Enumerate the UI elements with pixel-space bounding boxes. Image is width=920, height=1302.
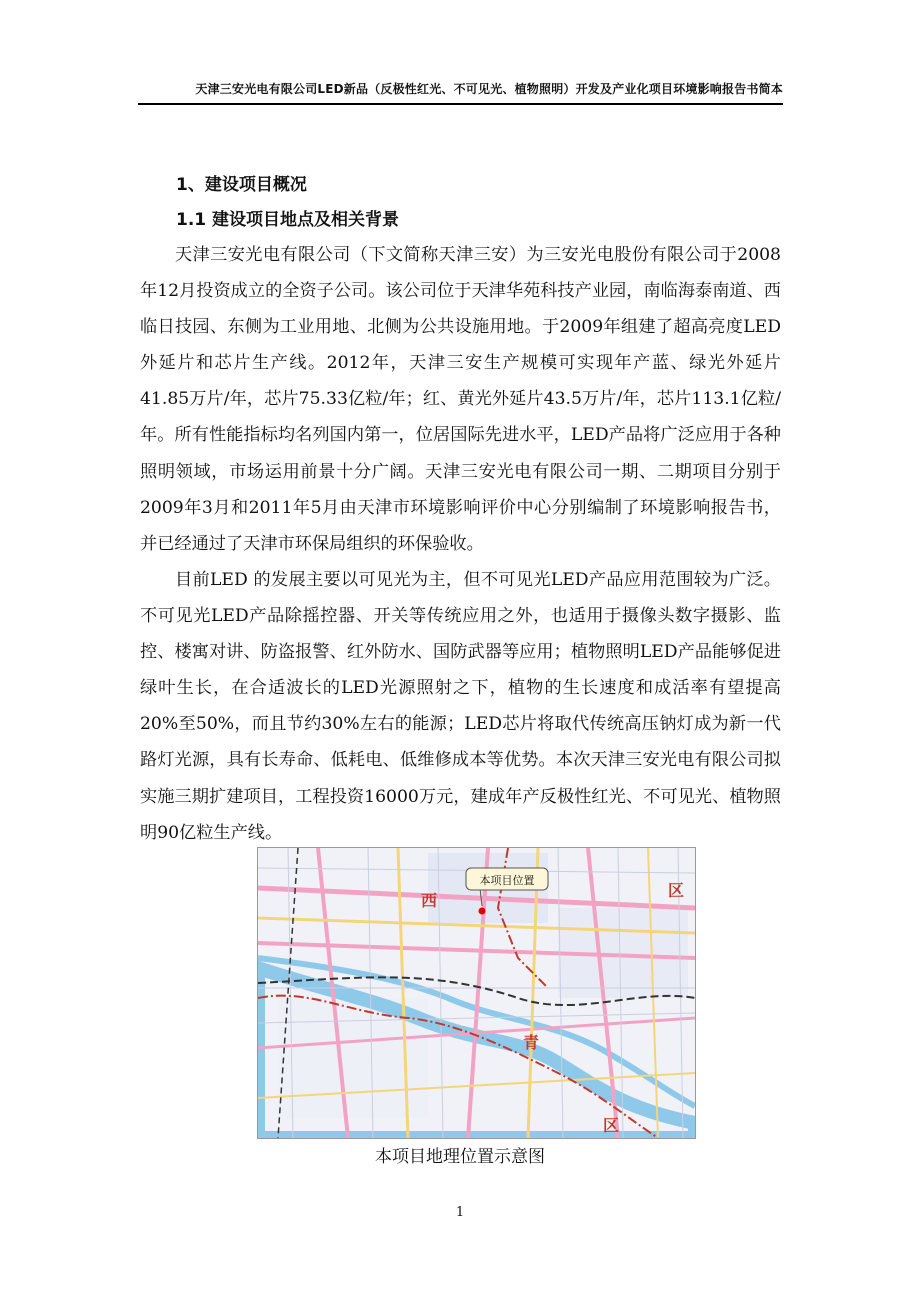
section-subheading: 1.1 建设项目地点及相关背景 bbox=[176, 210, 400, 230]
project-location-marker bbox=[479, 908, 486, 915]
district-label-qu-2: 区 bbox=[603, 1116, 620, 1135]
paragraph-background: 天津三安光电有限公司（下文简称天津三安）为三安光电股份有限公司于2008年12月投资成立的全资子公司。该公司位于天津华苑科技产业园，南临海泰南道、西临日技园、东侧为工业用地、北侧为公共设施用地。于2009年组建了超高亮度LED外延片和芯片生产线。2012年，天津三安生产规模可实现年产蓝、绿光外延片41.85万片/年，芯片75.33亿粒/年；红、黄光外延片43.5万片/年，芯片113.1亿粒/年。所有性能指标均名列国内第一，位居国际先进水平，LED产品将广泛应用于各种照明领域，市场运用前景十分广阔。天津三安光电有限公司一期、二期项目分别于2009年3月和2011年5月由天津市环境影响评价中心分别编制了环境影响报告书，并已经通过了天津市环保局组织的环保验收。 bbox=[140, 245, 781, 554]
page-header: 天津三安光电有限公司LED新品（反极性红光、不可见光、植物照明）开发及产业化项目环境影响报告书简本 bbox=[195, 82, 783, 96]
location-map bbox=[257, 847, 696, 1139]
page-number: 1 bbox=[455, 1205, 465, 1220]
district-label-xi: 西 bbox=[421, 891, 438, 910]
callout-label: 本项目位置 bbox=[479, 874, 535, 887]
district-label-qing: 青 bbox=[523, 1033, 540, 1052]
header-rule bbox=[138, 103, 783, 105]
district-label-qu-1: 区 bbox=[668, 881, 685, 900]
paragraph-led-applications: 目前LED 的发展主要以可见光为主，但不可见光LED产品应用范围较为广泛。不可见光LED产品除摇控器、开关等传统应用之外，也适用于摄像头数字摄影、监控、楼寓对讲、防盗报警、红外防水、国防武器等应用；植物照明LED产品能够促进绿叶生长，在合适波长的LED光源照射之下，植物的生长速度和成活率有望提高20%至50%，而且节约30%左右的能源；LED芯片将取代传统高压钠灯成为新一代路灯光源，具有长寿命、低耗电、低维修成本等优势。本次天津三安光电有限公司拟实施三期扩建项目，工程投资16000万元，建成年产反极性红光、不可见光、植物照明90亿粒生产线。 bbox=[140, 570, 781, 843]
map-graphic bbox=[258, 848, 695, 1138]
figure-caption: 本项目地理位置示意图 bbox=[375, 1147, 545, 1167]
section-heading: 1、建设项目概况 bbox=[176, 175, 307, 195]
